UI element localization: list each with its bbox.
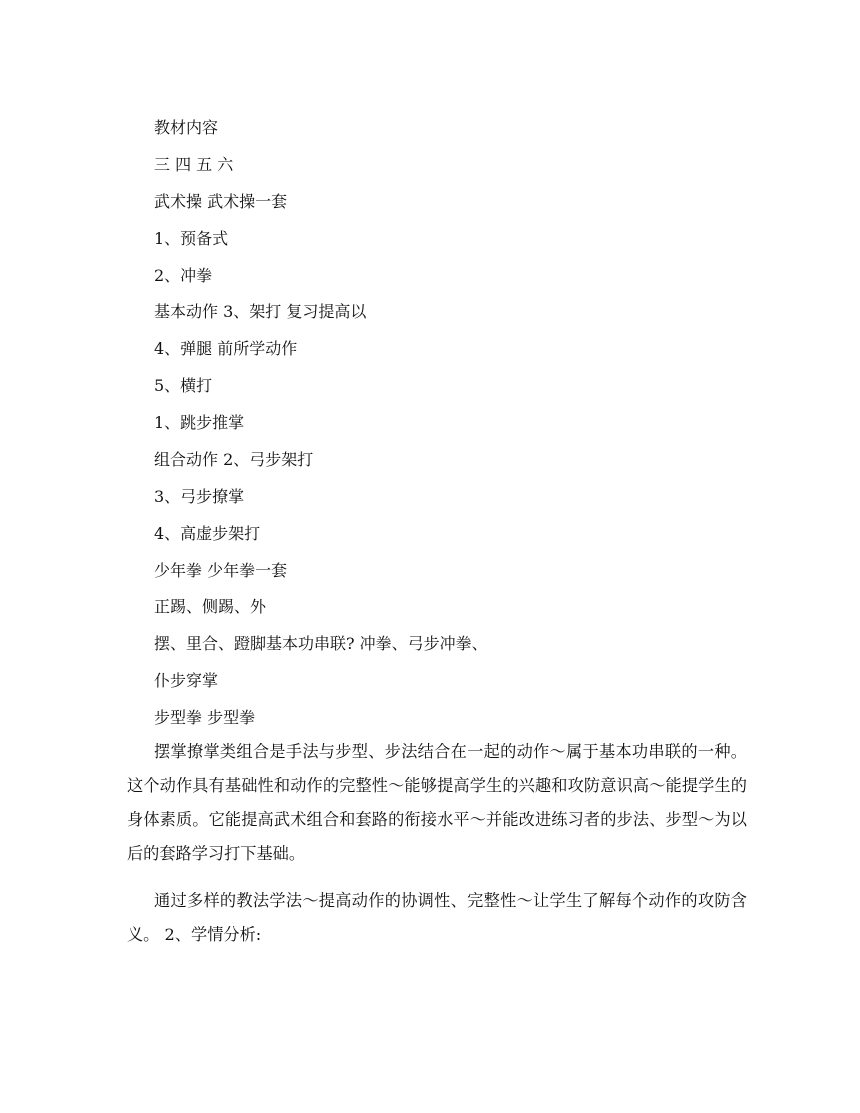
text-line: 仆步穿掌 (154, 671, 219, 690)
text-line: 3、弓步撩掌 (154, 487, 245, 506)
text-line: 1、预备式 (154, 229, 229, 248)
text-line: 正踢、侧踢、外 (154, 597, 267, 616)
text-line: 2、冲拳 (154, 266, 213, 285)
text-line: 组合动作 2、弓步架打 (154, 450, 314, 469)
text-line: 1、跳步推掌 (154, 413, 245, 432)
body-paragraph: 摆掌撩掌类组合是手法与步型、步法结合在一起的动作～属于基本功串联的一种。这个动作具有基础性和动作的完整性～能够提高学生的兴趣和攻防意识高～能提学生的身体素质。它能提高武术组合和套路的衔接水平～并能改进练习者的步法、步型～为以后的套路学习打下基础。 (127, 742, 747, 863)
text-line: 5、横打 (154, 376, 213, 395)
text-line: 武术操 武术操一套 (154, 192, 288, 211)
text-line: 教材内容 (154, 118, 219, 137)
text-line: 4、弹腿 前所学动作 (154, 339, 298, 358)
body-paragraph: 通过多样的教法学法～提高动作的协调性、完整性～让学生了解每个动作的攻防含义。 2、学情分析: (127, 891, 747, 944)
text-line: 步型拳 步型拳 (154, 708, 256, 727)
text-line: 基本动作 3、架打 复习提高以 (154, 302, 367, 321)
text-line: 三 四 五 六 (154, 155, 234, 174)
text-line: 摆、里合、蹬脚基本功串联? 冲拳、弓步冲拳、 (154, 634, 488, 653)
text-line: 4、高虚步架打 (154, 524, 261, 543)
text-line: 少年拳 少年拳一套 (154, 561, 288, 580)
